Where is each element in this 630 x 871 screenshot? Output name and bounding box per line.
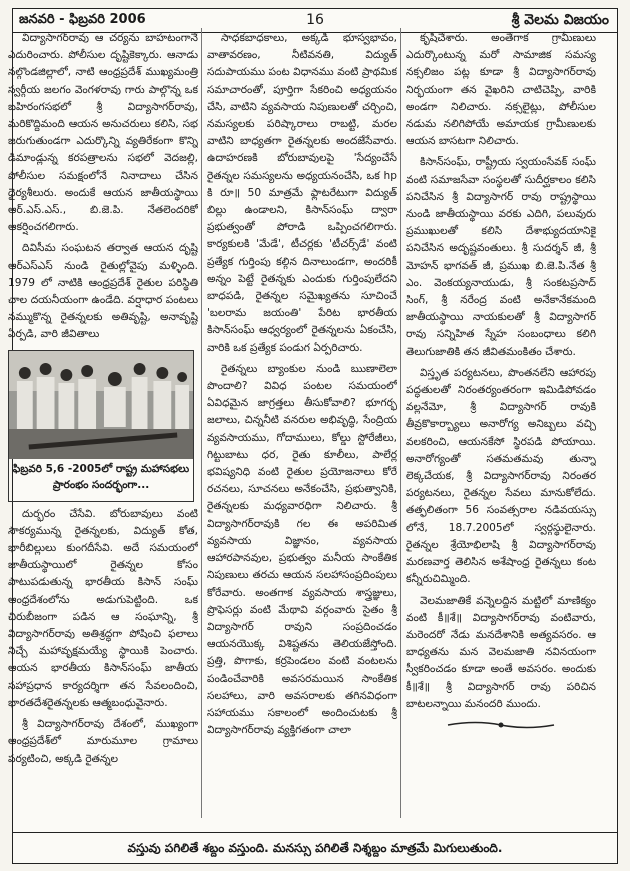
event-photo [9, 351, 193, 459]
column-divider [201, 28, 202, 818]
issue-date: జనవరి - ఫిబ్రవరి 2006 [19, 12, 146, 27]
event-photo-box [8, 350, 194, 502]
article-paragraph: దివిసీమ సంఘటన తర్వాత ఆయన దృష్టి ఆర్ఎస్ఎస్ నుండి రైతుల్లోవైపు మళ్ళింది. 1979 లో నాటికి ఆంధ్రప్రదేశ్ రైతుల పరిస్థితి చాల దయనీయంగా ఉండేది. వర్షాధార పంటలు నమ్ముకొన్న రైతన్నలకు అతివృష్టి, అనావృష్టి ఏర్పడి, వారి జీవితాలు [8, 242, 198, 341]
article-paragraph: విస్తృత పర్యటనలు, పొంతనలేని ఆహారపు పద్ధతులతో నిరంతర్యంతరంగా ఇమిడిపోవడం వల్లనేమో, శ్రీ విద్యాసాగర్ రావుకి తీవ్రకొకార్బ్యాలు అనారోగ్య అనిబ్బలు వచ్చి వలకరించి, ఆయనకేసో స్థిరపడి పోయాయి. అనారోగ్యంతో సతమతమవు తున్నా లెక్కచేయక, శ్రీ విద్యాసాగర్‌రావు నిరంతర పర్యటనలు, రైతన్నల సేవలు మానుకోలేదు. తత్ఫలితంగా 56 సంవత్సరాల నడివయస్సు లోనే, 18.7.2005లో స్వర్గస్థులైనారు. రైతన్నల శ్రేయోభిలాషి శ్రీ విద్యాసాగర్‌రావు మరణవార్త తెలిసిన అశేషాంధ్ర రైతన్నలు కంట కన్నీరుచిమ్మింది. [406, 366, 596, 586]
ornament-divider [406, 719, 596, 736]
article-column-3 [406, 30, 596, 792]
page-number: 16 [306, 12, 324, 28]
article-paragraph: కిసాన్‌సంఘ్, రాష్ట్రీయ స్వయంసేవక్ సంఘ్ వంటి సమాజసేవా సంస్థలతో సుదీర్ఘకాలం కలిసి పనిచేసిన శ్రీ విద్యాసాగర్ రావు రాష్ట్రస్థాయి నుండి జాతీయస్థాయి వరకు ఎదిగి, పలువురు ప్రముఖులతో కలిసి దేశాభ్యుదయానికై పనిచేసిన అదృష్టవంతులు. శ్రీ సుదర్శన్ జీ, శ్రీ మోహన్ భాగవత్ జీ, ప్రముఖ బి.జె.పి.నేత శ్రీ ఎం. వెంకయ్యనాయుడు, శ్రీ సంకటప్రసాద్ సింగ్, శ్రీ నరేంద్ర వంటి అనేకానేకమంది జాతీయస్థాయి నాయకులతో శ్రీ విద్యాసాగర్ రావు సన్నిహిత స్నేహ సంబంధాలు కలిగి తెలుగుజాతికి తన జీవితమంకితం చేశారు. [406, 156, 596, 358]
footer-quote: వస్తువు పగిలితే శబ్దం వస్తుంది. మనస్సు పగిలితే నిశ్శబ్దం మాత్రమే మిగులుతుంది. [12, 832, 618, 864]
photo-caption: ఫిబ్రవరి 5,6 -2005లో రాష్ట్ర మహాసభలు ప్రారంభం సందర్భంగా... [12, 462, 190, 491]
article-paragraph: వెలమజాతికే వన్నెలద్దిన మట్టిలో మాణిక్యం వంటి కీ॥శే॥ విద్యాసాగర్‌రావు వంటివారు, మరెందరో నేడు మనదేశానికి అత్యవసరం. ఆ బాధ్యతను మన వెలమజాతి నవినయంగా స్వీకరించడం కూడా అంతే అవసరం. అందుకు కీ॥శే॥ శ్రీ విద్యాసాగర్ రావు పరిచిన బాటలన్నాయి మనందరి ముందు. [406, 594, 596, 710]
article-paragraph: విద్యాసాగర్‌రావు ఆ చర్యను బాహటంగానే ఎదురించారు. పోలీసుల దృష్టికెక్కారు. ఆనాడు నల్గొండజిల్లాలో, నాటి ఆంధ్రప్రదేశ్ ముఖ్యమంత్రి స్వర్గీయ జలగం వెంగళరావు గారు పాల్గొన్న ఒక బహిరంగసభలో శ్రీ విద్యాసాగర్‌రావు, మరికొద్దిమంది ఆయన అనుచరులు కలిసి, సభ జరుగుతుండగా ఎదుర్కొన్ని వ్యతిరేకంగా కొన్ని డిమాండ్లున్న కరపత్రాలను సభలో వెదజల్లి, పోలీసుల సమక్షంలోనే నినాదాలు చేసిన ధైర్యశీలురు. అందుకే ఆయన జాతీయస్థాయి ఆర్.ఎస్.ఎస్., బి.జె.పి. నేతలెందరికో ఆకర్షించగలిగారు. [8, 32, 198, 234]
article-column-2 [207, 30, 397, 820]
article-paragraph: రైతన్నలు బ్యాంకుల నుండి ఋణాలెలా పొందాలి? వివిధ పంటల సమయంలో ఏవిధమైన జాగ్రత్తలు తీసుకోవాలి? భూగర్భ జలాలు, చిన్ననీటి వనరుల అభివృద్ధి, సేంద్రియ వ్యవసాయము, గోదాములు, కోల్డు స్టోరేజీలు, గిట్టుబాటు ధర, రైతు కూలీలు, పాలేర్ల భవిష్యనిధి వంటి రైతుల ప్రయోజనాలు కోరే రచనలు, సూచనలు అనేకంచేసి, ప్రభుత్వానికి, రైతన్నలకు మధ్యవారధిగా నిలిచారు. శ్రీ విద్యాసాగర్‌రావుకి గల ఈ అపరిమిత వ్యవసాయ విజ్ఞానం, వ్యవసాయ ఆహారపానవుల, ప్రభుత్వం మనీయ సాంకేతిక నిపుణులు తరచు ఆయన సలహాసంప్రదింపులు కోరేవారు. అంతగాక వ్యవసాయ శాస్త్రజ్ఞులు, ప్రొఫెసర్లు వంటి మేథావి వర్గంవారు సైతం శ్రీ విద్యాసాగర్ రావుని సంప్రదించడం ఆయనయొక్క విశిష్టతను తెలియజేస్తోంది. ప్రత్తి, పొగాకు, కర్రపెండలం వంటి వంటలను పండించేవారికి అవసరమయిన సాంకేతిక సలహాలు, వారి అవసరాలకు తగినవిధంగా సహాయము సకాలంలో అందించుటకు శ్రీ విద్యాసాగర్‌రావు వ్యక్తిగతంగా చాలా [207, 362, 397, 737]
article-paragraph: సాధకబాధకాలు, అక్కడి భూస్వభావం, వాతావరణం, నీటివనతి, విద్యుత్ సదుపాయము పంట విధానము వంటి ప్రాథమిక సమాచారంతో, పూర్తిగా సేకరించి అధ్యయనం చేసి, వాటిని వ్యవసాయ నిపుణులతో చర్చించి, నమస్యలకు పరిష్కారాలు రాబట్టి, మరల వాటిని బాధ్యతగా రైతన్నలకు అందజేసేవారు. ఉదాహరణకి బోరుబావులపై 'సేద్యంచేసే రైతన్నల సమస్యలను అధ్యయనంచేసి, ఒక hp కి రూ॥ 50 మాత్రమే ఫ్లాటరేటుగా విద్యుత్ బిల్లు ఉండాలని, కిసాన్‌సంఘ్ ద్వారా ప్రభుత్వంతో పోరాడి ఒప్పించగలిగారు. కార్యకులకి 'మేడే', టీచర్లకు 'టీచర్స్‌డే' వంటి ప్రత్యేక గుర్తింపు కల్గిన దినాలుండగా, అందరికీ అన్నం పెట్టే రైతన్నకు ఎందుకు గుర్తింపులేదని బాధపడి, రైతన్నల సమైఖ్యతను సూచించే 'బలరామ జయంతి' పేరిట భారతీయ కిసాన్‌సంఘ్ ఆధ్వర్యంలో రైతన్నలను ఏకంచేసి, వారికి ఒక ప్రత్యేక పండుగ ఏర్పరిచారు. [207, 32, 397, 354]
article-paragraph: కృషిచేశారు. అంతేగాక గ్రామీణులు ఎదుర్కొంటున్న మరో సామాజిక సమస్య నక్సలిజం పట్ల కూడా శ్రీ విద్యాసాగర్‌రావు నిర్భయంగా తన వైఖరిని చాటిచెప్పి, వారికి అండగా నిలిచారు. నక్సలైట్లు, పోలీసుల నడుమ నలిగిపోయే అమాయక గ్రామీణులకు ఆయన బాసటగా నిలిచారు. [406, 32, 596, 148]
column-divider [400, 28, 401, 818]
flourish-icon [446, 720, 556, 730]
article-paragraph: దుర్భరం చేసేవి. బోరుబావులు వంటి సౌకర్యమున్న రైతన్నలకు, విద్యుత్ కోత, భారీబిల్లులు కుంగదీసేవి. అదే సమయంలో జాతీయస్థాయిలో రైతన్నల కోసం పాటుపడుతున్న భారతీయ కిసాన్ సంఘ్ ఆంధ్రదేశంలోను అడుగుపెట్టింది. ఒక చిరుబీజంగా పడిన ఆ సంఘాన్ని, శ్రీ విద్యాసాగర్‌రావు అతిశ్రద్ధగా పోషించి ఫలాలు నిచ్చే మహావృక్షమయ్యే స్థాయికి పెంచారు. ఆయన భారతీయ కిసాన్‌సంఘ్ జాతీయ సహాప్రధాన కార్యదర్శిగా తన సేవలందించి, భారతదేశరైతన్నలకు ఆత్మబంధువైనారు. [8, 507, 198, 709]
article-column-1 [8, 30, 198, 820]
article-paragraph: శ్రీ విద్యాసాగర్‌రావు దేశంలో, ముఖ్యంగా ఆంధ్రప్రదేశ్‌లో మారుమూల గ్రామాలు పర్యటించి, అక్కడి రైతన్నల [8, 718, 198, 765]
magazine-title: శ్రీ వెలమ విజయం [511, 12, 609, 28]
